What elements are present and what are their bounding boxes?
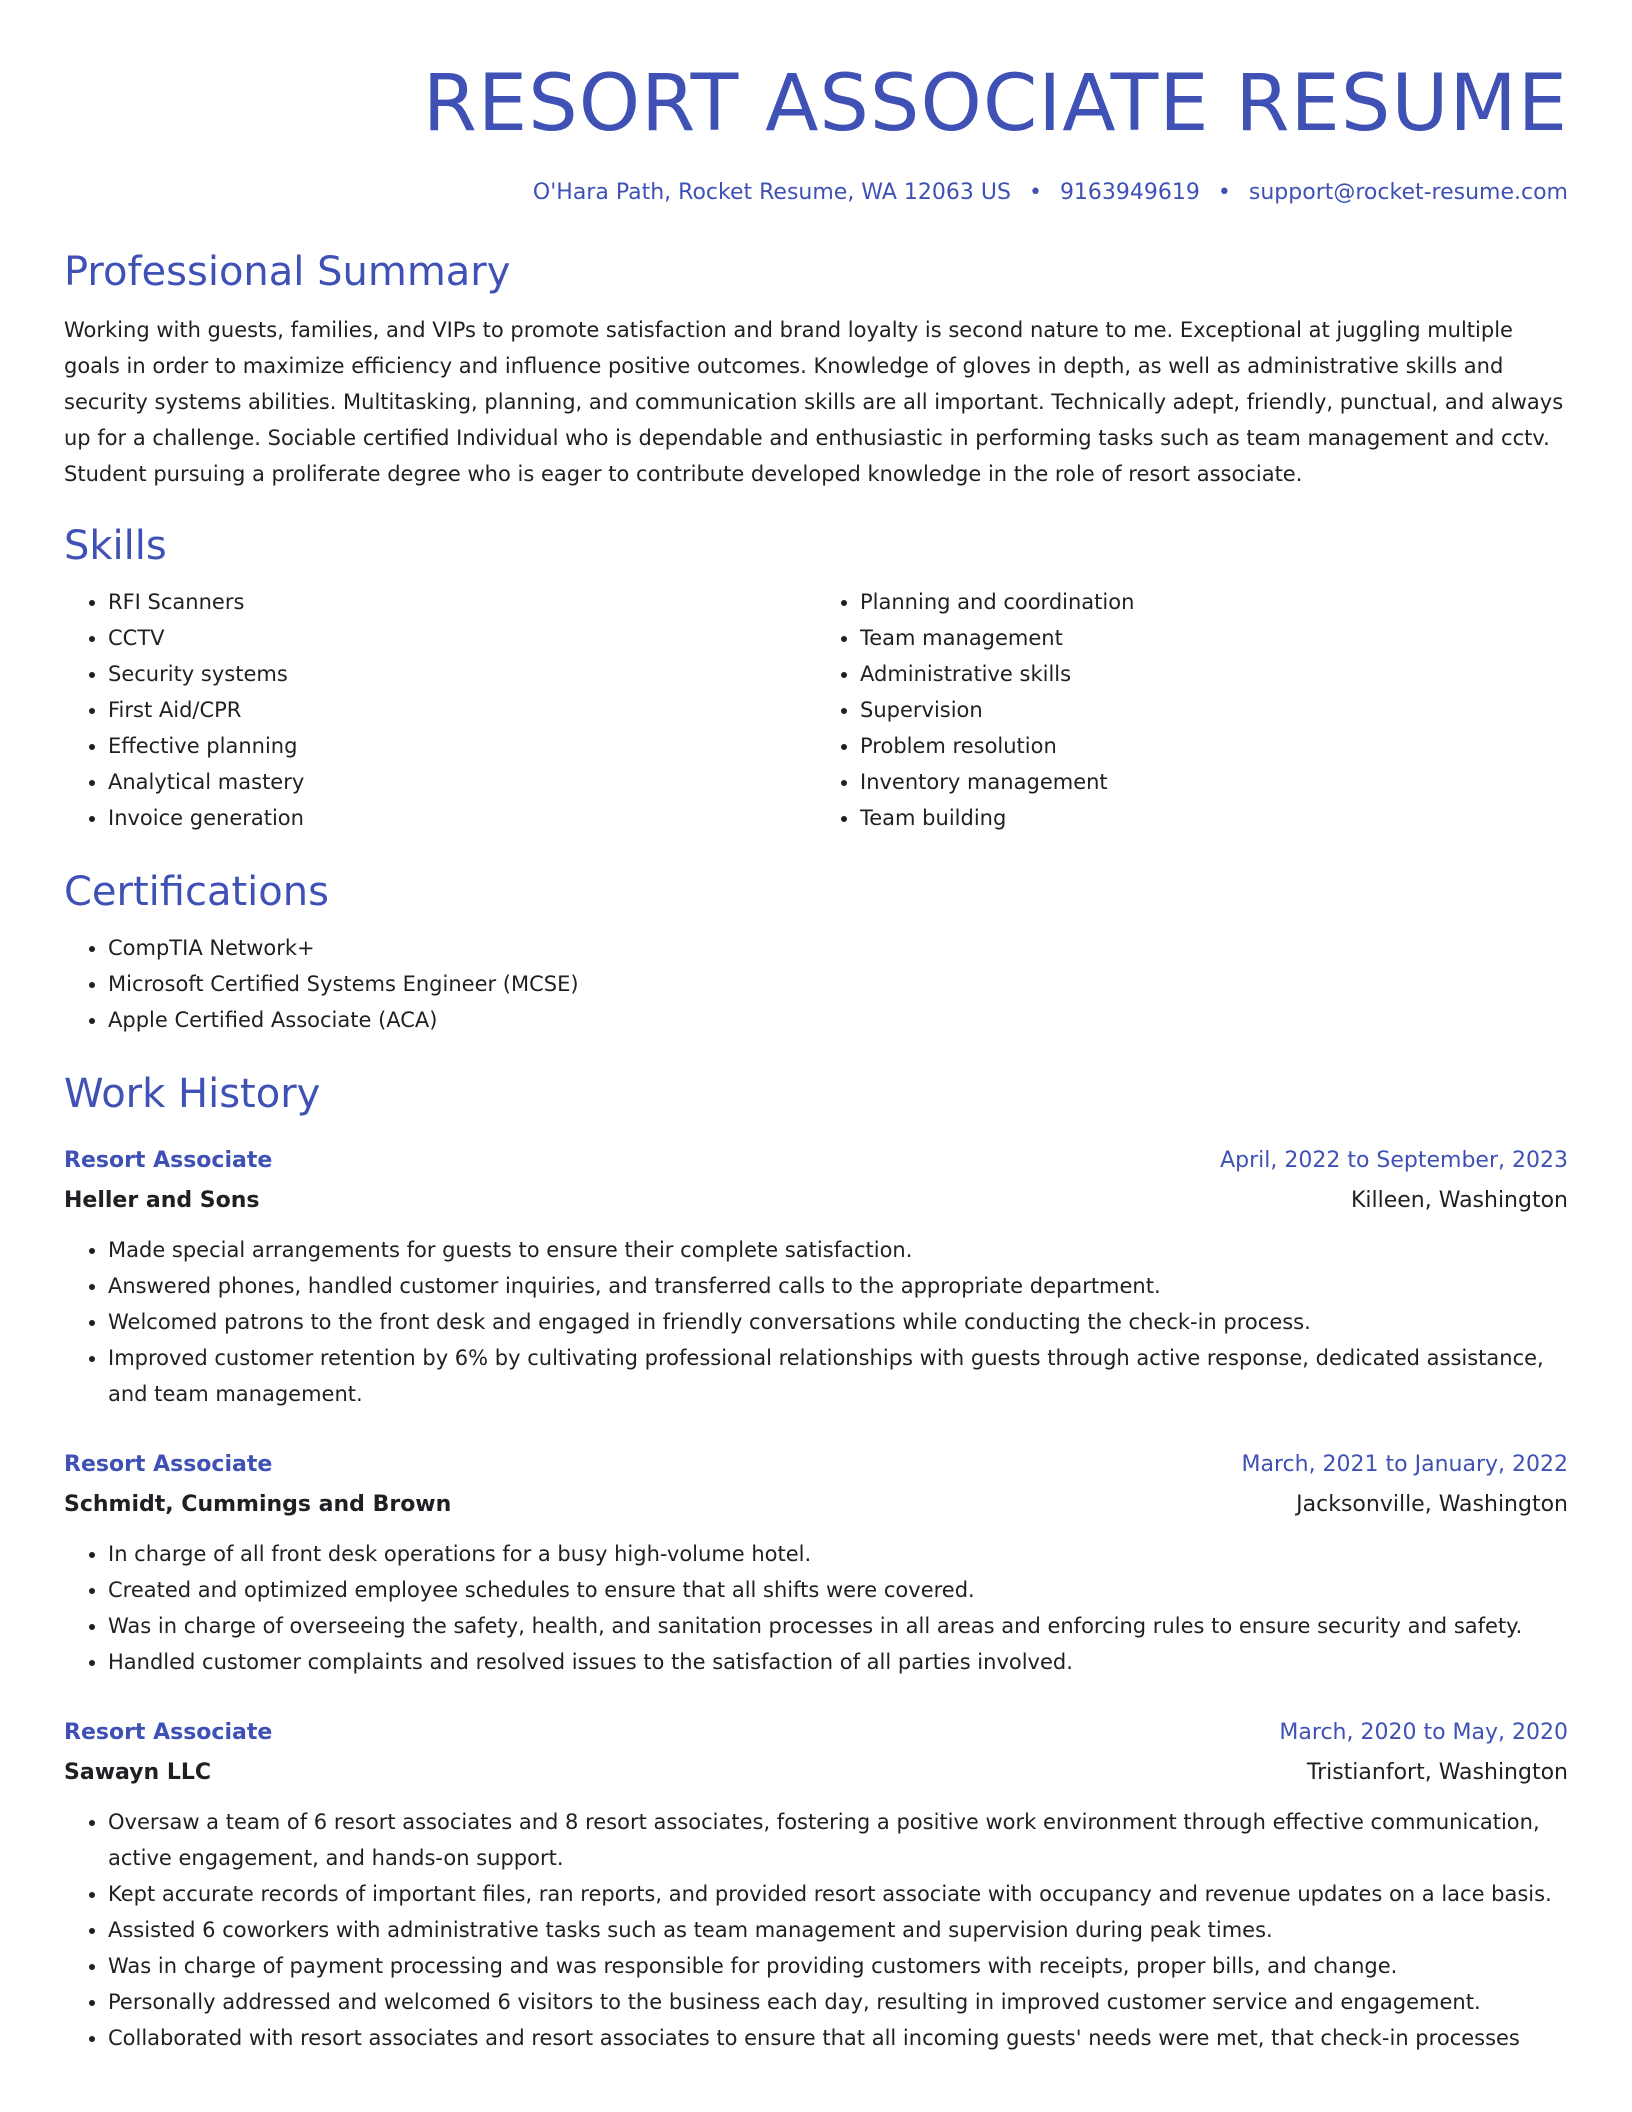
skills-grid bbox=[64, 584, 1568, 836]
job-entry bbox=[64, 1450, 1568, 1680]
list-item: • Invoice generation bbox=[108, 800, 816, 836]
list-item: • Team building bbox=[860, 800, 1568, 836]
list-item: • Collaborated with resort associates and resort associates to ensure that all incoming guests' needs were met, that check-in processes bbox=[108, 2020, 1568, 2056]
list-item: • RFI Scanners bbox=[108, 584, 816, 620]
job-company-row bbox=[64, 1490, 1568, 1520]
page-title: RESORT ASSOCIATE RESUME bbox=[422, 59, 1568, 149]
bullet-separator: • bbox=[1028, 180, 1042, 205]
list-item: • Kept accurate records of important files, ran reports, and provided resort associate with occupancy and revenue updates on a lace basis. bbox=[108, 1876, 1568, 1912]
list-item: • Answered phones, handled customer inquiries, and transferred calls to the appropriate department. bbox=[108, 1268, 1568, 1304]
job-title: Resort Associate bbox=[64, 1452, 273, 1477]
list-item: • Team management bbox=[860, 620, 1568, 656]
list-item: • Assisted 6 coworkers with administrative tasks such as team management and supervision during peak times. bbox=[108, 1912, 1568, 1948]
certifications-list bbox=[64, 930, 1568, 1038]
summary-heading: Professional Summary bbox=[64, 249, 511, 295]
job-company-row bbox=[64, 1186, 1568, 1216]
job-company-row bbox=[64, 1758, 1568, 1788]
job-entry bbox=[64, 1146, 1568, 1412]
list-item: • Was in charge of overseeing the safety, health, and sanitation processes in all areas and enforcing rules to ensure security and safety. bbox=[108, 1608, 1568, 1644]
list-item: • Inventory management bbox=[860, 764, 1568, 800]
list-item: • Security systems bbox=[108, 656, 816, 692]
list-item: • Problem resolution bbox=[860, 728, 1568, 764]
list-item: • In charge of all front desk operations for a busy high-volume hotel. bbox=[108, 1536, 1568, 1572]
certifications-heading: Certifications bbox=[64, 869, 329, 915]
skills-heading: Skills bbox=[64, 523, 167, 569]
job-header-row bbox=[64, 1718, 1568, 1748]
job-location: Jacksonville, Washington bbox=[1296, 1492, 1568, 1517]
job-company: Heller and Sons bbox=[64, 1188, 260, 1213]
summary-text: Working with guests, families, and VIPs to promote satisfaction and brand loyalty is second nature to me. Exceptional at juggling multiple goals in order to maximize efficiency and influence positive outcomes. Knowledge of gloves in depth, as well as administrative skills and security systems abilities. Multitasking, planning, and communication skills are all important. Technically adept, friendly, punctual, and always up for a challenge. Sociable certified Individual who is dependable and enthusiastic in performing tasks such as team management and cctv. Student pursuing a proliferate degree who is eager to contribute developed knowledge in the role of resort associate. bbox=[64, 318, 1564, 486]
list-item: • Made special arrangements for guests to ensure their complete satisfaction. bbox=[108, 1232, 1568, 1268]
address-text: O'Hara Path, Rocket Resume, WA 12063 US bbox=[532, 180, 1011, 205]
list-item: • CompTIA Network+ bbox=[108, 930, 1568, 966]
work-history-heading: Work History bbox=[64, 1071, 321, 1117]
job-duties bbox=[64, 1536, 1568, 1680]
list-item: • Welcomed patrons to the front desk and engaged in friendly conversations while conducting the check-in process. bbox=[108, 1304, 1568, 1340]
job-company: Sawayn LLC bbox=[64, 1760, 212, 1785]
job-duties bbox=[64, 1232, 1568, 1412]
skills-list-right bbox=[816, 584, 1568, 836]
email-link[interactable]: support@rocket-resume.com bbox=[1248, 180, 1568, 205]
job-dates: April, 2022 to September, 2023 bbox=[1220, 1148, 1568, 1173]
job-header-row bbox=[64, 1450, 1568, 1480]
job-company: Schmidt, Cummings and Brown bbox=[64, 1492, 452, 1517]
job-title: Resort Associate bbox=[64, 1720, 273, 1745]
phone-text: 9163949619 bbox=[1059, 180, 1200, 205]
job-title: Resort Associate bbox=[64, 1148, 273, 1173]
bullet-separator: • bbox=[1217, 180, 1231, 205]
job-location: Killeen, Washington bbox=[1350, 1188, 1568, 1213]
list-item: • Was in charge of payment processing and was responsible for providing customers with receipts, proper bills, and change. bbox=[108, 1948, 1568, 1984]
job-duties bbox=[64, 1804, 1568, 2056]
list-item: • Effective planning bbox=[108, 728, 816, 764]
list-item: • CCTV bbox=[108, 620, 816, 656]
list-item: • Personally addressed and welcomed 6 visitors to the business each day, resulting in improved customer service and engagement. bbox=[108, 1984, 1568, 2020]
list-item: • Handled customer complaints and resolved issues to the satisfaction of all parties involved. bbox=[108, 1644, 1568, 1680]
job-location: Tristianfort, Washington bbox=[1306, 1760, 1568, 1785]
list-item: • First Aid/CPR bbox=[108, 692, 816, 728]
job-dates: March, 2020 to May, 2020 bbox=[1279, 1720, 1568, 1745]
job-header-row bbox=[64, 1146, 1568, 1176]
list-item: • Oversaw a team of 6 resort associates and 8 resort associates, fostering a positive work environment through effective communication, active engagement, and hands-on support. bbox=[108, 1804, 1568, 1876]
job-entry bbox=[64, 1718, 1568, 2056]
skills-list-left bbox=[64, 584, 816, 836]
list-item: • Supervision bbox=[860, 692, 1568, 728]
list-item: • Analytical mastery bbox=[108, 764, 816, 800]
list-item: • Administrative skills bbox=[860, 656, 1568, 692]
contact-line bbox=[64, 178, 1568, 208]
list-item: • Improved customer retention by 6% by cultivating professional relationships with guests through active response, dedicated assistance, and team management. bbox=[108, 1340, 1568, 1412]
list-item: • Planning and coordination bbox=[860, 584, 1568, 620]
list-item: • Apple Certified Associate (ACA) bbox=[108, 1002, 1568, 1038]
list-item: • Microsoft Certified Systems Engineer (MCSE) bbox=[108, 966, 1568, 1002]
list-item: • Created and optimized employee schedules to ensure that all shifts were covered. bbox=[108, 1572, 1568, 1608]
resume-header bbox=[64, 52, 1568, 208]
job-dates: March, 2021 to January, 2022 bbox=[1241, 1452, 1568, 1477]
